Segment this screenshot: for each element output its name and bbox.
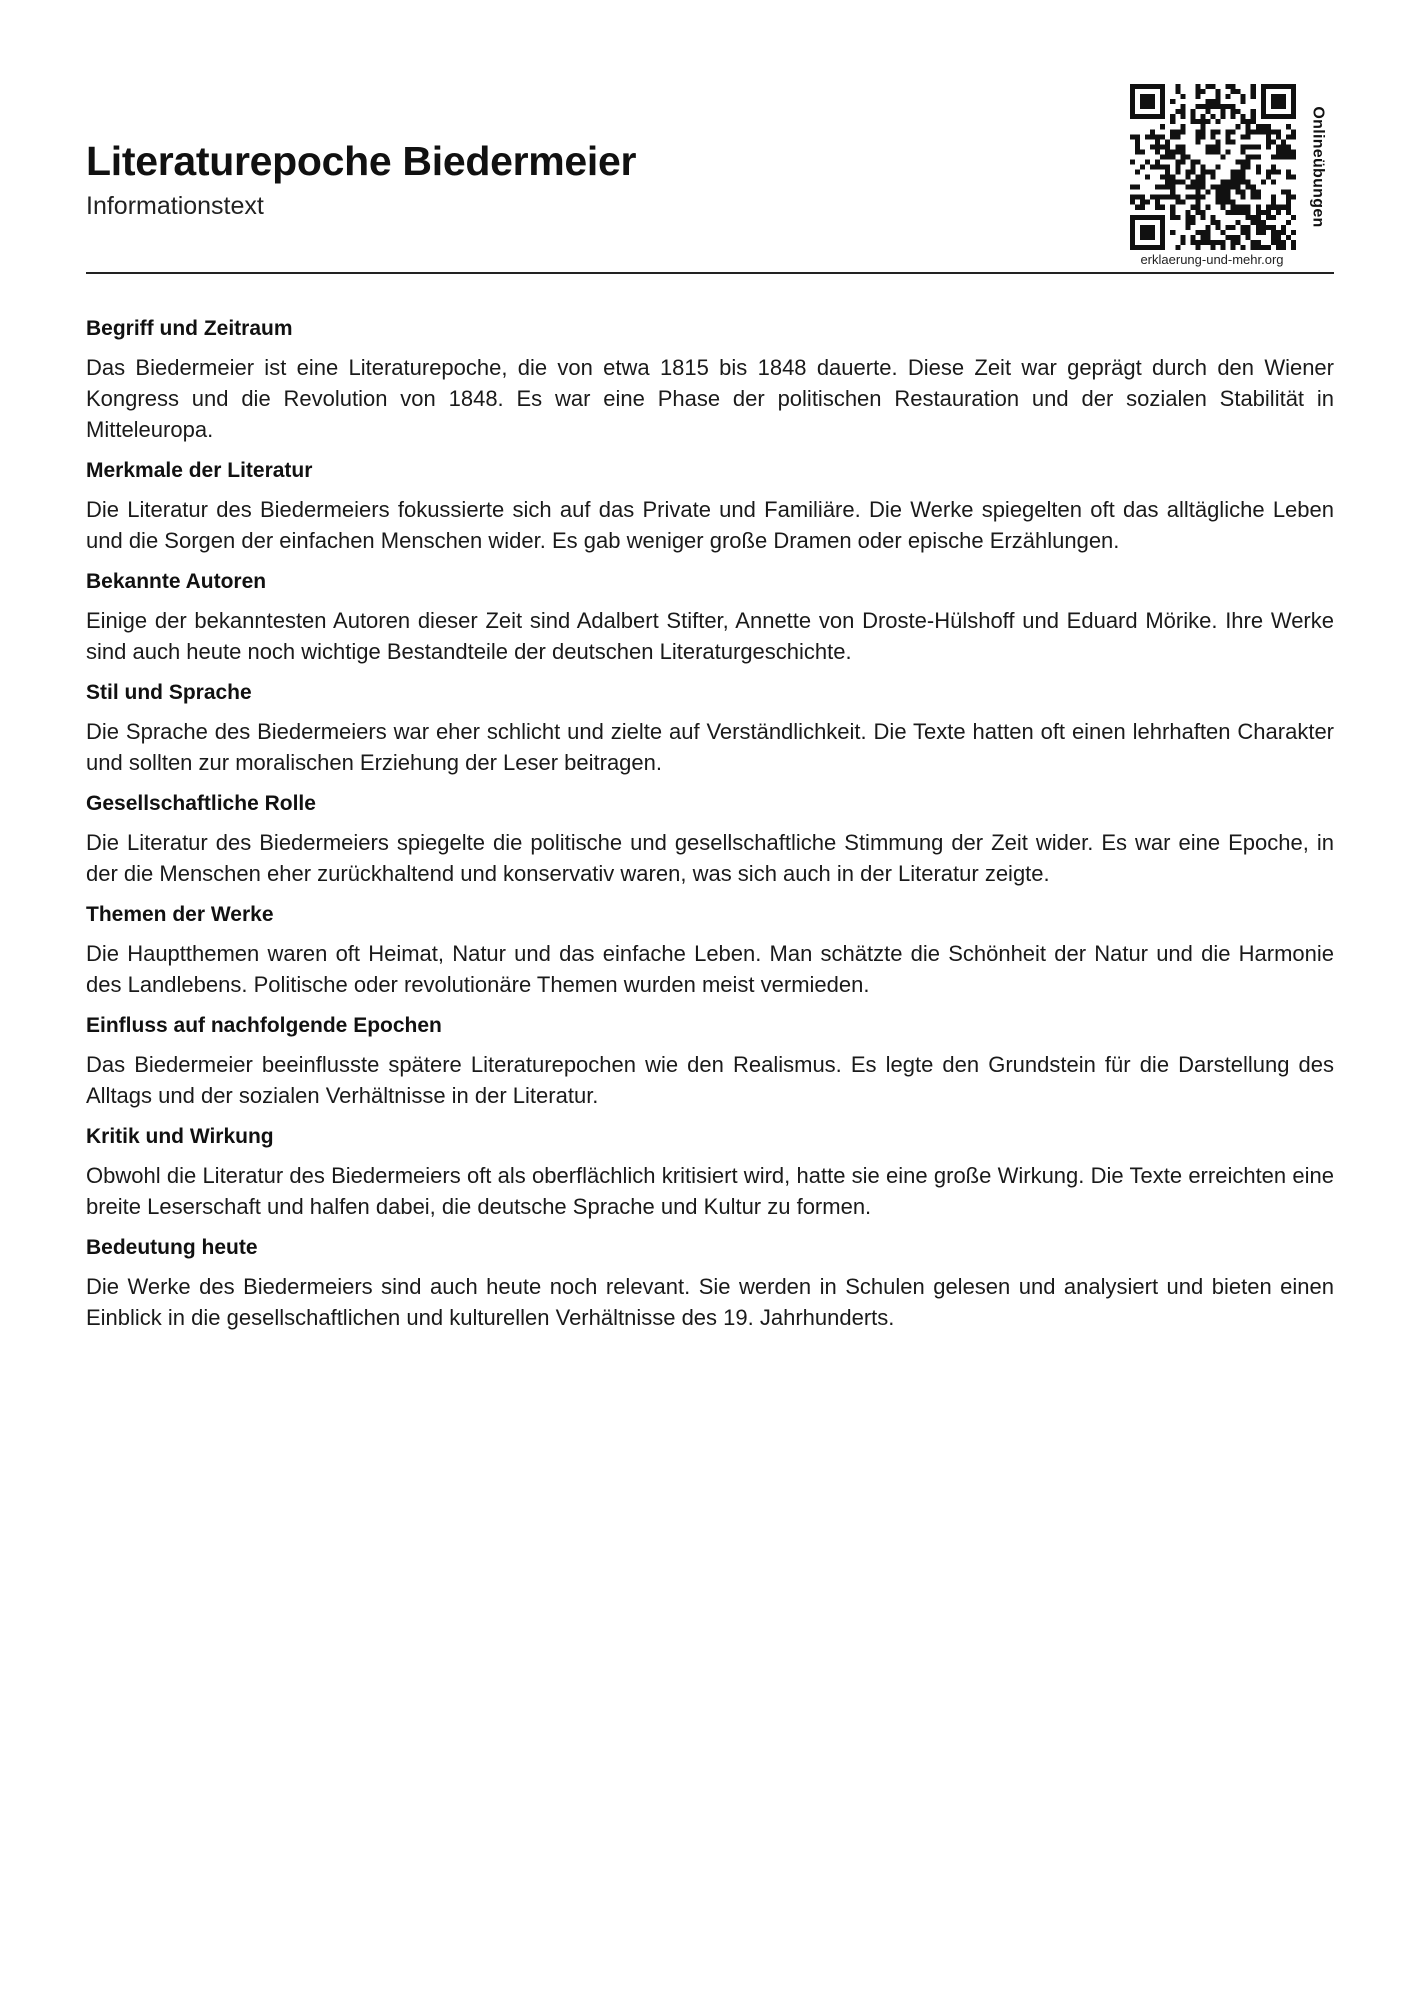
section-heading: Bekannte Autoren [86,570,267,593]
qr-side-label-text: Onlineübungen [1310,106,1328,228]
qr-code-icon[interactable] [1130,84,1296,250]
info-text-body [86,314,1334,1344]
section-heading: Stil und Sprache [86,681,252,704]
section-paragraph: Das Biedermeier ist eine Literaturepoche, die von etwa 1815 bis 1848 dauerte. Diese Zeit war geprägt durch den Wiener Kongress und die Revolution von 1848. Es war eine Phase der politischen Restauration und der sozialen Stabilität in Mitteleuropa. [86,355,1334,442]
section-paragraph: Die Hauptthemen waren oft Heimat, Natur und das einfache Leben. Man schätzte die Schönheit der Natur und die Harmonie des Landlebens. Politische oder revolutionäre Themen wurden meist vermieden. [86,941,1334,997]
page-title: Literaturepoche Biedermeier [86,138,637,184]
section-merkmale-der-literatur [86,456,1334,556]
section-heading: Merkmale der Literatur [86,459,313,482]
section-paragraph: Die Sprache des Biedermeiers war eher schlicht und zielte auf Verständlichkeit. Die Texte hatten oft einen lehrhaften Charakter und sollten zur moralischen Erziehung der Leser beitragen. [86,719,1334,775]
section-heading: Gesellschaftliche Rolle [86,792,316,815]
section-paragraph: Obwohl die Literatur des Biedermeiers oft als oberflächlich kritisiert wird, hatte sie eine große Wirkung. Die Texte erreichten eine breite Leserschaft und halfen dabei, die deutsche Sprache und Kultur zu formen. [86,1163,1334,1219]
section-paragraph: Die Literatur des Biedermeiers fokussierte sich auf das Private und Familiäre. Die Werke spiegelten oft das alltägliche Leben und die Sorgen der einfachen Menschen wider. Es gab weniger große Dramen oder epische Erzählungen. [86,497,1334,553]
section-einfluss-auf-nachfolgende-epochen [86,1011,1334,1111]
page-header [86,80,1334,272]
section-bedeutung-heute [86,1233,1334,1333]
page-subtitle: Informationstext [86,192,264,220]
header-divider [86,272,1334,274]
section-themen-der-werke [86,900,1334,1000]
section-heading: Bedeutung heute [86,1236,258,1259]
qr-side-label [1304,84,1332,250]
section-begriff-und-zeitraum [86,314,1334,445]
section-bekannte-autoren [86,567,1334,667]
section-kritik-und-wirkung [86,1122,1334,1222]
section-paragraph: Die Werke des Biedermeiers sind auch heute noch relevant. Sie werden in Schulen gelesen und analysiert und bieten einen Einblick in die gesellschaftlichen und kulturellen Verhältnisse des 19. Jahrhunderts. [86,1274,1334,1330]
section-heading: Themen der Werke [86,903,274,926]
section-gesellschaftliche-rolle [86,789,1334,889]
section-heading: Kritik und Wirkung [86,1125,274,1148]
section-paragraph: Einige der bekanntesten Autoren dieser Zeit sind Adalbert Stifter, Annette von Droste-Hülshoff und Eduard Mörike. Ihre Werke sind auch heute noch wichtige Bestandteile der deutschen Literaturgeschichte. [86,608,1334,664]
qr-code-block[interactable] [1116,80,1334,272]
section-heading: Einfluss auf nachfolgende Epochen [86,1014,442,1037]
section-paragraph: Die Literatur des Biedermeiers spiegelte die politische und gesellschaftliche Stimmung der Zeit wider. Es war eine Epoche, in der die Menschen eher zurückhaltend und konservativ waren, was sich auch in der Literatur zeigte. [86,830,1334,886]
section-heading: Begriff und Zeitraum [86,317,293,340]
section-paragraph: Das Biedermeier beeinflusste spätere Literaturepochen wie den Realismus. Es legte den Grundstein für die Darstellung des Alltags und der sozialen Verhältnisse in der Literatur. [86,1052,1334,1108]
section-stil-und-sprache [86,678,1334,778]
qr-url: erklaerung-und-mehr.org [1140,252,1284,267]
